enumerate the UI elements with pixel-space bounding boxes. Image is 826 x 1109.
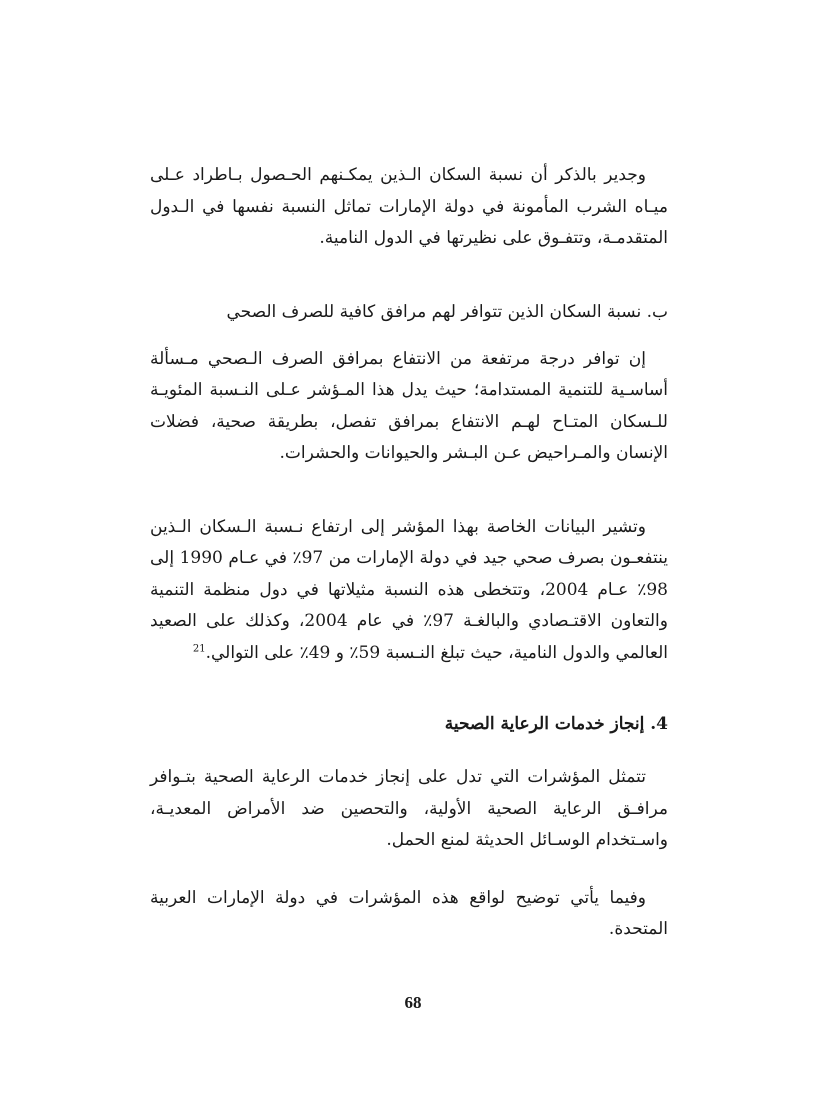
paragraph-water-access-text: وجدير بالذكر أن نسبة السكان الـذين يمكـنهم الحـصول بـاطراد عـلى ميـاه الشرب المأمونة في دولة الإمارات تماثل النسبة نفسها في الـدول المتقدمـة، وتتفـوق على نظيرتها في الدول النامية.: [150, 165, 668, 248]
paragraph-sanitation-importance: [150, 344, 668, 470]
paragraph-water-access: [150, 160, 668, 255]
paragraph-sanitation-data: [150, 512, 668, 670]
section-heading-health-services: 4. إنجاز خدمات الرعاية الصحية: [444, 714, 668, 734]
paragraph-sanitation-importance-text: إن توافر درجة مرتفعة من الانتفاع بمرافق الصرف الـصحي مـسألة أساسـية للتنمية المستدامة؛ حيث يدل هذا المـؤشر عـلى النـسبة المئويـة للـسكان المتـاح لهـم الانتفاع بمرافق تفصل، بطريقة صحية، فضلات الإنسان والمـراحيض عـن البـشر والحيوانات والحشرات.: [150, 348, 668, 463]
paragraph-health-indicators-text: تتمثل المؤشرات التي تدل على إنجاز خدمات الرعاية الصحية بتـوافر مرافـق الرعاية الصحية الأولية، والتحصين ضد الأمراض المعديـة، واسـتخدام الوسـائل الحديثة لمنع الحمل.: [150, 767, 668, 850]
page-number: 68: [404, 993, 422, 1012]
paragraph-uae-indicators-intro-text: وفيما يأتي توضيح لواقع هذه المؤشرات في دولة الإمارات العربية المتحدة.: [150, 887, 668, 939]
paragraph-uae-indicators-intro: [150, 883, 668, 946]
footnote-reference: 21: [192, 642, 206, 654]
paragraph-sanitation-data-text: وتشير البيانات الخاصة بهذا المؤشر إلى ارتفاع نـسبة الـسكان الـذين ينتفعـون بصرف صحي جيد في دولة الإمارات من 97٪ في عـام 1990 إلى 98٪ عـام 2004، وتتخطى هذه النسبة مثيلاتها في دول منظمة التنمية والتعاون الاقتـصادي والبالغـة 97٪ في عام 2004، وكذلك على الصعيد العالمي والدول النامية، حيث تبلغ النـسبة 59٪ و 49٪ على التوالي.: [150, 516, 668, 663]
subheading-sanitation: ب. نسبة السكان الذين تتوافر لهم مرافق كافية للصرف الصحي: [226, 301, 668, 322]
page-body: [150, 160, 668, 946]
paragraph-health-indicators: [150, 762, 668, 857]
